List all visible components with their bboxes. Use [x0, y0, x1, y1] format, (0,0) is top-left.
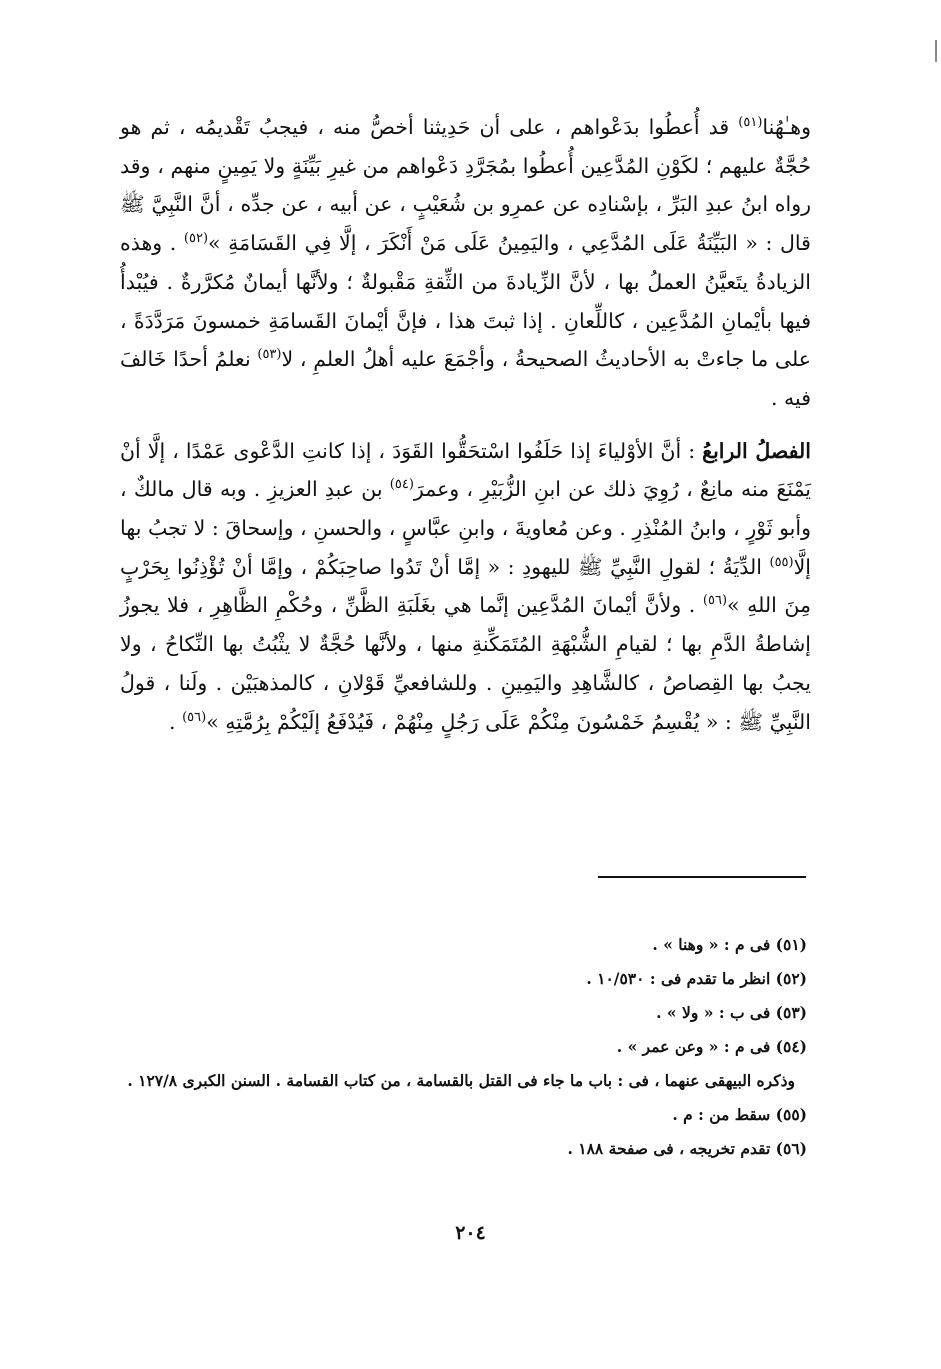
paragraph-1-text-b: قد أُعطُوا بدَعْواهم ، على أن حَدِيثنا أخصُّ منه ، فيجبُ تَقْديمُه ، ثم هو حُجَّةٌ عليهم ؛ لكَوْنِ المُدَّعِين أُعطُوا بمُجَرَّدِ دَعْواهم من غيرِ بَيِّنَةٍ ولا يَمِينٍ منهم ، وقد رواه ابنُ عبدِ البَرِّ ، بإسْنادِه عن عمرِو بن شُعَيْبٍ ، عن أبيه ، عن جدِّه ، أنَّ النَّبِيَّ ﷺ قال : « البَيِّنَةُ عَلَى المُدَّعِي ، واليَمِينُ عَلَى مَنْ أَنْكَرَ ، إلَّا فِي القَسَامَةِ »	[120, 115, 811, 256]
page-number: ٢٠٤	[455, 1222, 486, 1244]
footnote-53: (٥٣) فى ب : « ولا » .	[656, 1003, 807, 1022]
section-heading: الفصلُ الرابعُ	[702, 438, 811, 463]
footnote-ref-52: (٥٢)	[183, 231, 209, 247]
footnote-ref-55: (٥٥)	[769, 554, 794, 570]
footnote-ref-56: (٥٦)	[702, 593, 728, 609]
footnote-ref-54: (٥٤)	[389, 477, 414, 493]
footnote-52: (٥٢) انظر ما تقدم فى : ١٠/٥٣٠ .	[586, 969, 807, 988]
paragraph-1-text-a: وهـٰهُنا	[762, 115, 811, 139]
paragraph-1-text-c: . وهذه الزيادةُ يتَعيَّنُ العملُ بها ، لأنَّ الزِّيادةَ من الثِّقةِ مَقْبولةٌ ؛ ولأنَّها أيمانٌ مُكرَّرةٌ . فيُبْدأُ فيها بأيْمانِ المُدَّعِين ، كاللِّعانِ . إذا ثبتَ هذا ، فإنَّ أيْمانَ القَسامَةِ خمسونَ مَرَدَّدَةً ، على ما جاءتْ به الأحاديثُ الصحيحةُ ، وأجْمَعَ عليه أهلُ العلمِ ، لا	[120, 231, 811, 372]
footnote-56: (٥٦) تقدم تخريجه ، فى صفحة ١٨٨ .	[567, 1139, 807, 1158]
scan-edge-mark	[935, 40, 937, 62]
paragraph-2-text-d: . ولأنَّ أيْمانَ المُدَّعِين إنَّما هي بغَلَبَةِ الظَّنِّ ، وحُكْمِ الظَّاهِرِ ، فلا يجوزُ إشاطةُ الدَّمِ بها ؛ لقيامِ الشُّبْهَةِ المُتَمَكِّنةِ منها ، ولأنَّها حُجَّةٌ لا يثْبُتُ بها النِّكاحُ ، ولا يجبُ بها القِصاصُ ، كالشَّاهِدِ واليَمِينِ . وللشافعيِّ قَوْلانِ ، كالمذهبَيْن . ولَنا ، قولُ النَّبِيِّ ﷺ : « يُقْسِمُ خَمْسُونَ مِنْكُمْ عَلَى رَجُلٍ مِنْهُمْ ، فَيُدْفَعُ إلَيْكُمْ بِرُمَّتِهِ »	[120, 593, 811, 734]
main-text	[120, 108, 811, 741]
paragraph-2-text-e: .	[169, 709, 183, 734]
footnote-ref-53: (٥٣)	[257, 347, 282, 363]
footnotes	[120, 928, 807, 1166]
footnote-54-continuation: وذكره البيهقى عنهما ، فى : باب ما جاء فى القتل بالقسامة ، من كتاب القسامة . السنن الكبرى ١٢٧/٨ .	[127, 1071, 795, 1090]
paragraph-2-text-a: : أنَّ الأوْلياءَ إذا حَلَفُوا اسْتحَقُّوا القَوَدَ ، إذا كانتِ الدَّعْوى عَمْدًا ، إلَّا أنْ يَمْنَعَ منه مانِعٌ ، رُوِيَ ذلك عن ابنِ الزُّبَيْرِ ، وعمرَ	[120, 438, 812, 502]
footnote-divider	[598, 876, 806, 878]
footnote-55: (٥٥) سقط من : م .	[672, 1105, 807, 1124]
footnote-54: (٥٤) فى م : « وعن عمر » .	[616, 1037, 807, 1056]
paragraph-2-text-b: بن عبدِ العزيزِ . وبه قال مالكٌ ، وأبو ثَوْرٍ ، وابنُ المُنْذِرِ . وعن مُعاويةَ ، وابنِ عبَّاسٍ ، والحسنِ ، وإسحاقَ : لا تجبُ بها إلَّا	[120, 477, 811, 579]
paragraph-2	[120, 432, 811, 742]
paragraph-1	[120, 108, 811, 418]
paragraph-2-text-c: الدِّيَةُ ؛ لقولِ النَّبِيِّ ﷺ لليهودِ : « إمَّا أنْ تَدُوا صاحِبَكُمْ ، وإمَّا أنْ تُؤْذِنُوا بِحَرْبٍ مِنَ اللهِ »	[120, 554, 811, 618]
paragraph-1-text-d: نعلمُ أحدًا خَالفَ فيه .	[120, 347, 811, 410]
footnote-ref-56-second: (٥٦)	[182, 709, 207, 725]
footnote-51: (٥١) فى م : « وهنا » .	[652, 935, 807, 954]
footnote-ref-51: (٥١)	[738, 115, 763, 131]
